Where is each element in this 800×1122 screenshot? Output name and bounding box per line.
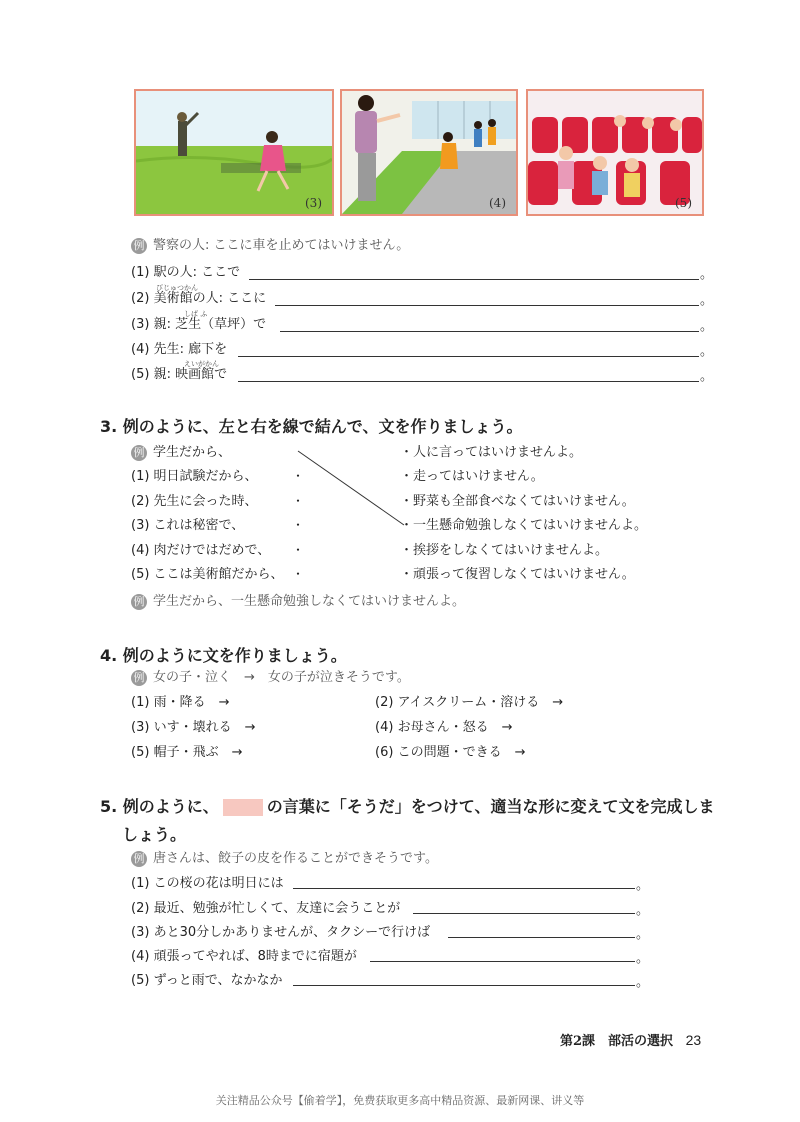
example-text: 女の子・泣く → 女の子が泣きそうです。: [153, 670, 410, 685]
lesson-title: 第2課 部活の選択: [560, 1034, 674, 1049]
item-number: (5): [131, 367, 150, 382]
s4-item-2: [375, 693, 563, 713]
item-text: あと30分しかありませんが、タクシーで行けば: [153, 925, 431, 940]
item-text: 頑張ってやれば、8時までに宿題が: [153, 949, 357, 964]
s2-item-5: [131, 365, 227, 385]
example-connecting-line: [290, 445, 410, 535]
illustration-3: [134, 89, 334, 216]
example-text: 唐さんは、餃子の皮を作ることができそうです。: [153, 851, 438, 866]
s5-item-2: [131, 899, 400, 919]
item-text: 美術館の人: ここに: [153, 291, 267, 306]
period: 。: [636, 878, 650, 893]
section-5-heading: [100, 794, 714, 817]
item-number: (5): [131, 973, 150, 988]
example-badge: 例: [131, 238, 147, 254]
item-number: (1): [131, 695, 150, 710]
item-text: この桜の花は明日には: [153, 876, 284, 891]
answer-blank-1[interactable]: [249, 263, 699, 280]
item-text: 帽子・飛ぶ →: [153, 745, 243, 760]
ruby-text: えいがかん: [184, 360, 219, 368]
answer-blank-3[interactable]: [280, 315, 699, 332]
answer-blank-2[interactable]: [275, 289, 699, 306]
left-dot[interactable]: ・: [292, 469, 305, 483]
example-text: 警察の人: ここに車を止めてはいけません。: [153, 238, 410, 253]
item-text: いす・壊れる →: [153, 720, 256, 735]
item-number: (5): [131, 745, 150, 760]
left-dot[interactable]: ・: [292, 567, 305, 581]
period: 。: [636, 927, 650, 942]
highlight-box: [223, 799, 263, 816]
item-text: 駅の人: ここで: [153, 265, 241, 280]
illustration-4: [340, 89, 518, 216]
period: 。: [636, 951, 650, 966]
s4-item-1: [131, 693, 229, 713]
item-number: (3): [131, 317, 150, 332]
item-number: (6): [375, 745, 394, 760]
s3-right-1: ・人に言ってはいけませんよ。: [400, 445, 583, 460]
period: 。: [636, 975, 650, 990]
s5-item-4: [131, 947, 357, 967]
example-badge: 例: [131, 594, 147, 610]
s4-item-3: [131, 718, 255, 738]
watermark-note: 关注精品公众号【偷着学】，免费获取更多高中精品资源、最新网课、讲义等: [215, 1094, 585, 1107]
s3-right-5: ・挨拶をしなくてはいけませんよ。: [400, 543, 609, 558]
item-number: (3): [131, 925, 150, 940]
picture-label: (5): [675, 196, 692, 210]
item-number: (2): [131, 901, 150, 916]
s3-left-2: (2) 先生に会った時、: [131, 494, 258, 509]
item-text: 先生: 廊下を: [153, 342, 228, 357]
page-number: 23: [685, 1032, 702, 1048]
item-number: (1): [131, 876, 150, 891]
section-4-heading: 4. 例のように文を作りましょう。: [100, 646, 347, 665]
item-text: この問題・できる →: [397, 745, 526, 760]
s5-item-3: [131, 923, 430, 943]
s3-left-4: (4) 肉だけではだめで、: [131, 543, 271, 558]
item-number: (2): [131, 291, 150, 306]
picture-label: (4): [489, 196, 506, 210]
example-text: 学生だから、一生懸命勉強しなくてはいけませんよ。: [153, 594, 466, 609]
item-number: (3): [131, 720, 150, 735]
item-text: 親: 芝生（草坪）で: [153, 317, 267, 332]
item-number: (4): [131, 342, 150, 357]
item-number: (4): [131, 949, 150, 964]
page-footer: [560, 1030, 701, 1049]
example-badge: 例: [131, 445, 147, 461]
park-scene-image: [136, 91, 332, 214]
s2-item-3: [131, 315, 266, 335]
s5-example: [131, 849, 438, 869]
s3-left-3: (3) これは秘密で、: [131, 518, 245, 533]
s3-left-5: (5) ここは美術館だから、: [131, 567, 284, 582]
s4-item-5: [131, 743, 242, 763]
period: 。: [700, 267, 714, 282]
s2-item-4: [131, 340, 227, 360]
picture-label: (3): [305, 196, 322, 210]
answer-blank-5[interactable]: [293, 969, 635, 986]
period: 。: [700, 293, 714, 308]
answer-blank-5[interactable]: [238, 365, 699, 382]
s4-item-4: [375, 718, 512, 738]
left-text: 学生だから、: [153, 445, 232, 460]
s5-item-1: [131, 874, 284, 894]
ruby-text: びじゅつかん: [156, 284, 198, 292]
s3-right-2: ・走ってはいけません。: [400, 469, 544, 484]
answer-blank-4[interactable]: [370, 945, 635, 962]
s3-left-example: [131, 443, 231, 463]
heading-part: の言葉に「そうだ」をつけて、適当な形に変えて文を完成しま: [266, 797, 715, 816]
item-number: (4): [375, 720, 394, 735]
period: 。: [700, 369, 714, 384]
answer-blank-4[interactable]: [238, 340, 699, 357]
item-text: アイスクリーム・溶ける →: [397, 695, 564, 710]
section-3-heading: 3. 例のように、左と右を線で結んで、文を作りましょう。: [100, 417, 523, 436]
s4-item-6: [375, 743, 525, 763]
ruby-text: しば ふ: [184, 310, 208, 318]
illustration-5: [526, 89, 704, 216]
section-5-heading-cont: しょう。: [122, 825, 187, 844]
answer-blank-2[interactable]: [413, 897, 635, 914]
example-badge: 例: [131, 670, 147, 686]
item-number: (2): [375, 695, 394, 710]
s2-item-2: [131, 289, 266, 309]
item-text: 最近、勉強が忙しくて、友達に会うことが: [153, 901, 401, 916]
s3-right-4: ・一生懸命勉強しなくてはいけませんよ。: [400, 518, 648, 533]
item-text: 雨・降る →: [153, 695, 230, 710]
period: 。: [700, 344, 714, 359]
item-text: 親: 映画館で: [153, 367, 228, 382]
s3-right-6: ・頑張って復習しなくてはいけません。: [400, 567, 635, 582]
s3-right-3: ・野菜も全部食べなくてはいけません。: [400, 494, 635, 509]
period: 。: [636, 903, 650, 918]
left-dot[interactable]: ・: [292, 543, 305, 557]
left-dot[interactable]: ・: [292, 494, 305, 508]
s3-left-1: (1) 明日試験だから、: [131, 469, 258, 484]
answer-blank-3[interactable]: [448, 921, 635, 938]
item-number: (1): [131, 265, 150, 280]
heading-part: 5. 例のように、: [100, 797, 219, 816]
left-dot[interactable]: ・: [292, 518, 305, 532]
s3-example-answer: [131, 592, 465, 612]
s2-item-1: [131, 263, 240, 283]
s2-example: [131, 236, 409, 256]
answer-blank-1[interactable]: [293, 872, 635, 889]
item-text: ずっと雨で、なかなか: [153, 973, 283, 988]
item-text: お母さん・怒る →: [397, 720, 513, 735]
s4-example: [131, 668, 410, 688]
example-badge: 例: [131, 851, 147, 867]
period: 。: [700, 319, 714, 334]
s5-item-5: [131, 971, 283, 991]
